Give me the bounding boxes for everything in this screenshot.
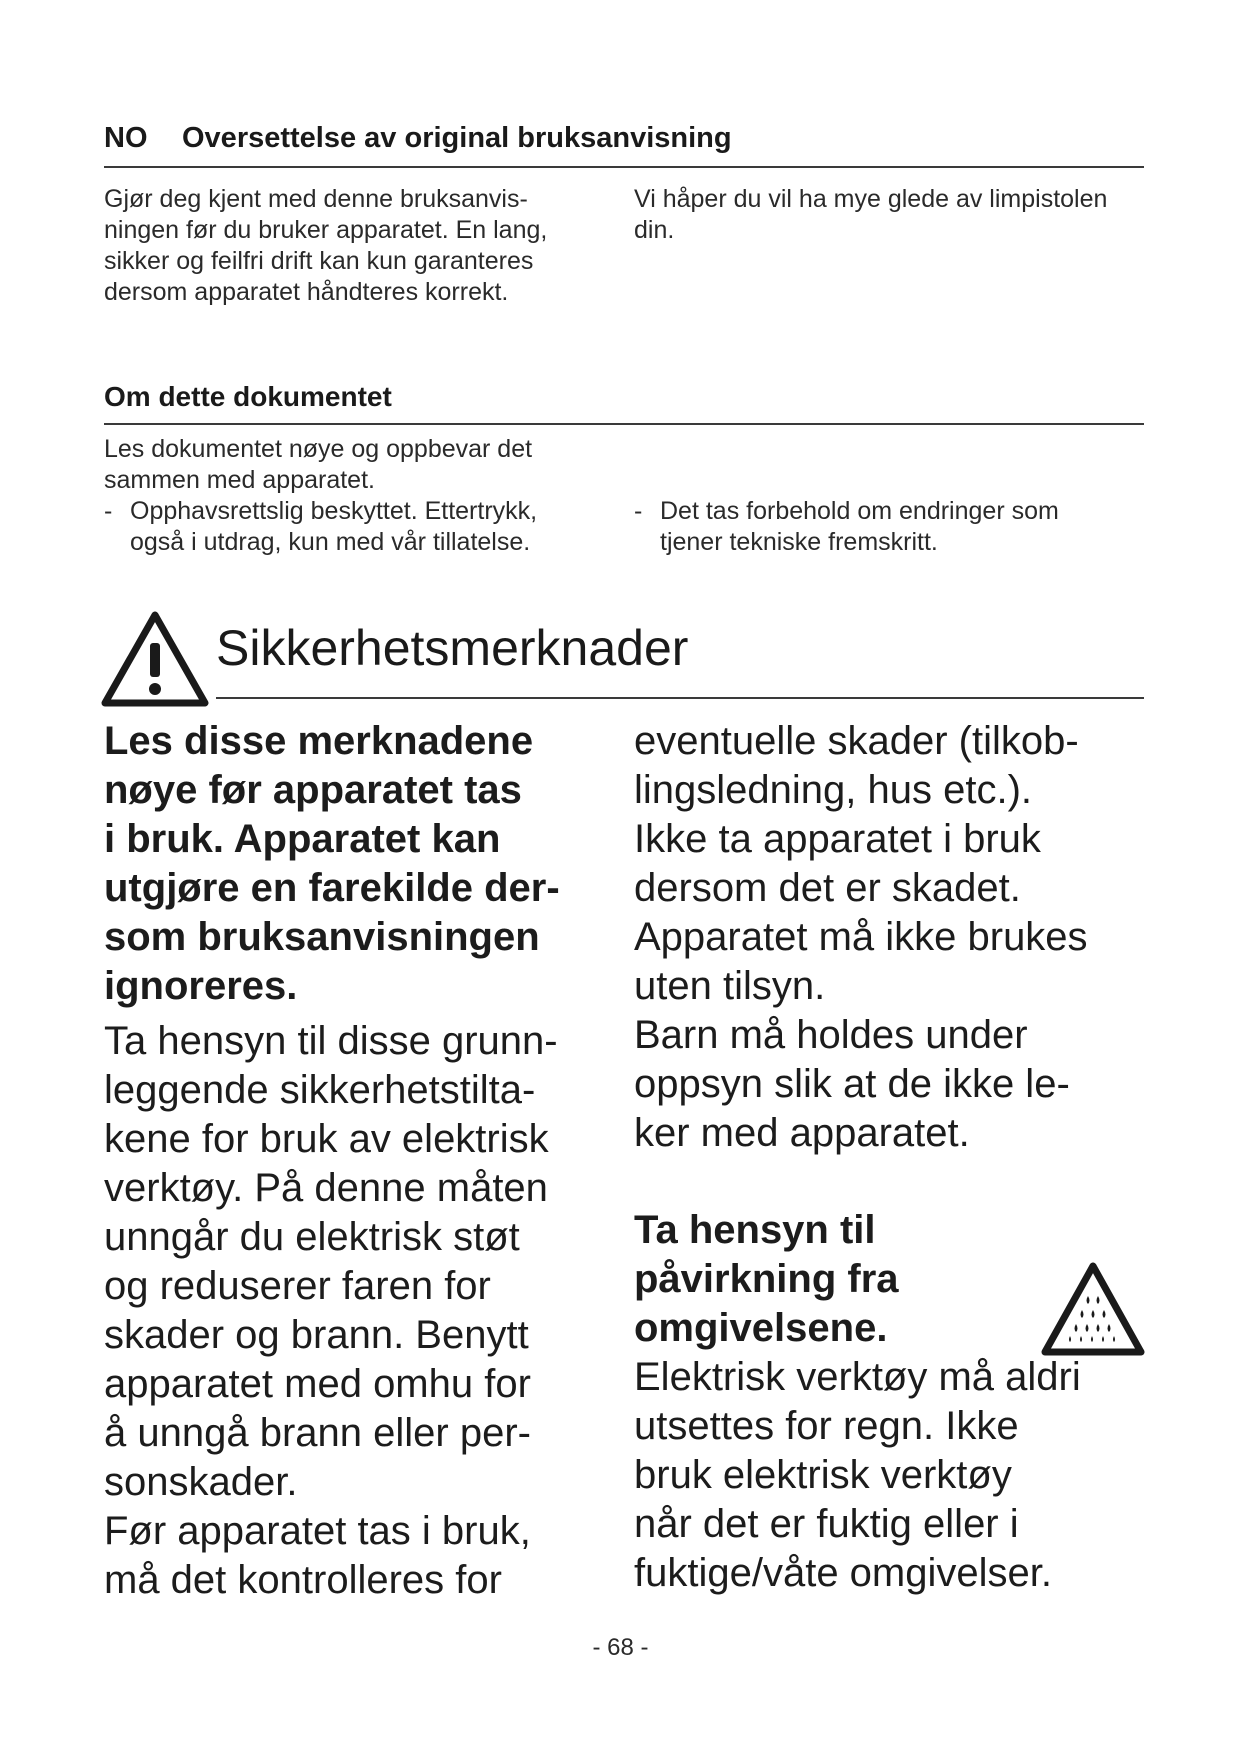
intro-left-line: ningen før du bruker apparatet. En lang, [104,216,548,244]
body-line: Apparatet må ikke brukes [634,915,1088,959]
bullet-dash: - [104,497,113,525]
body-line: unngår du elektrisk støt [104,1215,520,1259]
body-line: sonskader. [104,1460,298,1504]
bold-line: ignoreres. [104,964,298,1008]
about-bullet-right [634,496,1154,558]
page-number: - 68 - [592,1634,649,1661]
rain-warning-icon [1040,1260,1146,1358]
about-right [634,496,1154,558]
body-line: apparatet med omhu for [104,1362,531,1406]
safety-intro-bold [104,717,624,1011]
body-line: Barn må holdes under [634,1013,1028,1057]
safety-rule [216,697,1144,699]
safety-title: Sikkerhetsmerknader [216,620,689,676]
body-line: ker med apparatet. [634,1111,970,1155]
body-line: uten tilsyn. [634,964,826,1008]
about-left [104,434,624,558]
intro-right [634,184,1154,246]
body-line: verktøy. På denne måten [104,1166,548,1210]
about-left-line: Les dokumentet nøye og oppbevar det [104,435,533,463]
page-header [104,122,1144,155]
bullet-dash: - [634,497,643,525]
environment-title-line: Ta hensyn til [634,1208,876,1252]
body-line: Før apparatet tas i bruk, [104,1509,531,1553]
warning-triangle-icon [101,609,209,709]
intro-left-line: dersom apparatet håndteres korrekt. [104,278,509,306]
body-line: kene for bruk av elektrisk [104,1117,549,1161]
intro-right-line: din. [634,216,675,244]
body-line: oppsyn slik at de ikke le- [634,1062,1070,1106]
environment-title-line: påvirkning fra [634,1257,899,1301]
body-line: skader og brann. Benytt [104,1313,529,1357]
intro-left-line: sikker og feilfri drift kan kun garanteres [104,247,534,275]
language-code: NO [104,122,148,154]
bold-line: i bruk. Apparatet kan [104,817,501,861]
safety-body-left [104,1017,624,1605]
body-line: bruk elektrisk verktøy [634,1453,1012,1497]
safety-body-right [634,717,1154,1158]
body-line: fuktige/våte omgivelser. [634,1551,1052,1595]
bold-line: Les disse merknadene [104,719,534,763]
body-line: lingsledning, hus etc.). [634,768,1033,812]
body-line: Ta hensyn til disse grunn- [104,1019,558,1063]
body-line: eventuelle skader (tilkob- [634,719,1079,763]
body-line: leggende sikkerhetstilta- [104,1068,536,1112]
body-line: når det er fuktig eller i [634,1502,1019,1546]
body-line: må det kontrolleres for [104,1558,502,1602]
header-title: Oversettelse av original bruksanvisning [182,122,732,154]
bullet-line: tjener tekniske fremskritt. [660,528,938,556]
environment-title-line: omgivelsene. [634,1306,888,1350]
bullet-line: Det tas forbehold om endringer som [660,497,1059,525]
about-rule [104,423,1144,425]
safety-right-column [634,717,1154,1158]
body-line: Elektrisk verktøy må aldri [634,1355,1081,1399]
body-line: utsettes for regn. Ikke [634,1404,1019,1448]
intro-right-line: Vi håper du vil ha mye glede av limpistolen [634,185,1108,213]
header-rule [104,166,1144,168]
body-line: å unngå brann eller per- [104,1411,531,1455]
section-title-about: Om dette dokumentet [104,381,392,412]
about-bullet-left [104,496,624,558]
body-line: dersom det er skadet. [634,866,1021,910]
bold-line: som bruksanvisningen [104,915,540,959]
body-line: og reduserer faren for [104,1264,491,1308]
bullet-line: Opphavsrettslig beskyttet. Ettertrykk, [130,497,538,525]
bold-line: utgjøre en farekilde der- [104,866,560,910]
intro-left-line: Gjør deg kjent med denne bruksanvis- [104,185,528,213]
environment-body [634,1353,1154,1598]
body-line: Ikke ta apparatet i bruk [634,817,1041,861]
intro-left [104,184,624,308]
bold-line: nøye før apparatet tas [104,768,522,812]
safety-left-column [104,717,624,1605]
about-left-line: sammen med apparatet. [104,466,375,494]
bullet-line: også i utdrag, kun med vår tillatelse. [130,528,531,556]
